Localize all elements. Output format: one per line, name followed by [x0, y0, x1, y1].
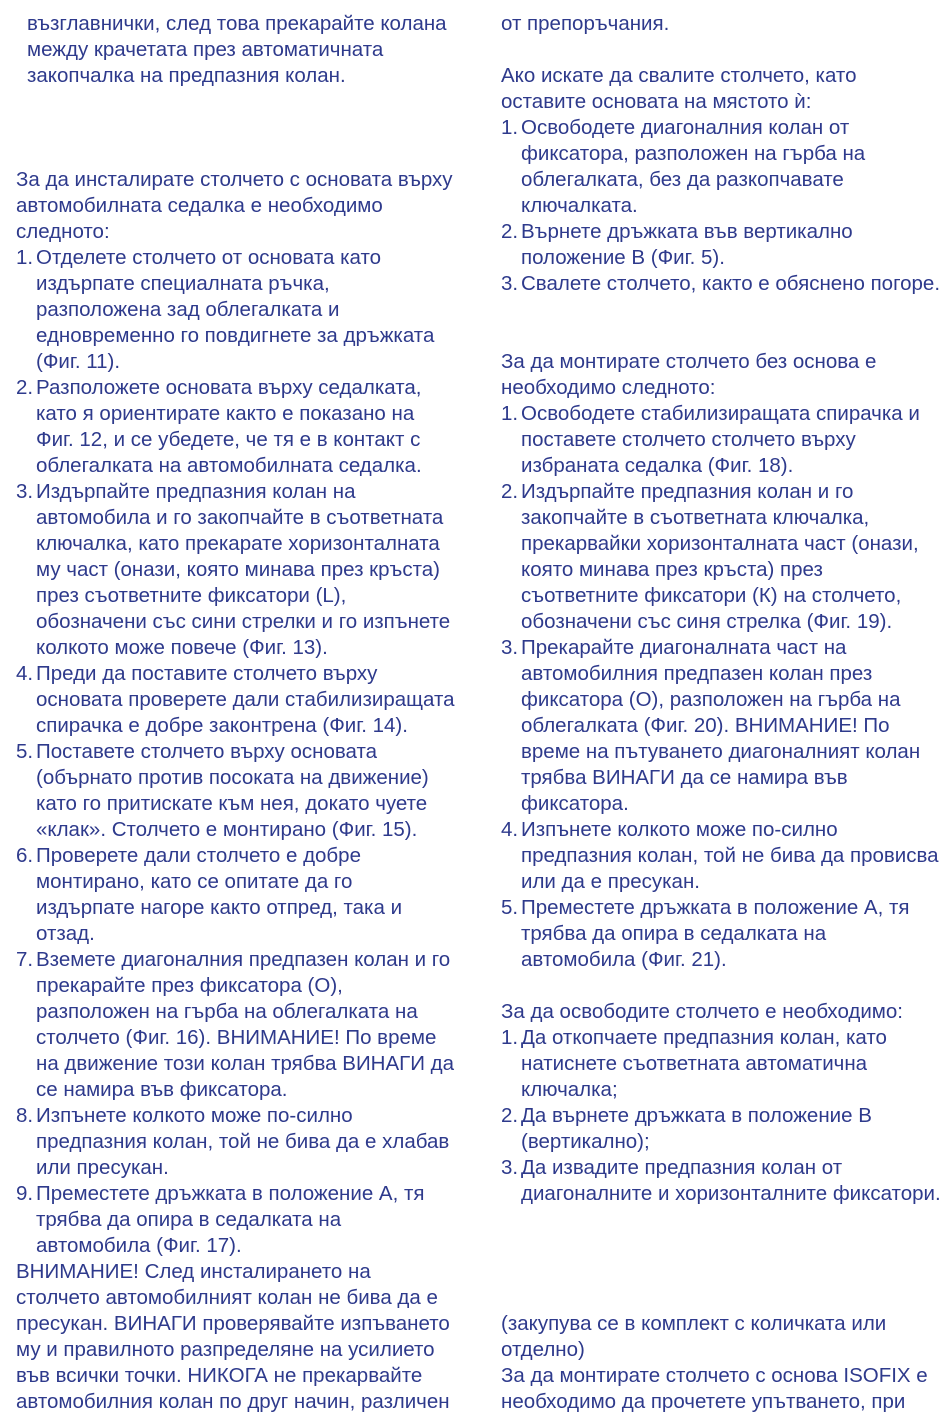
step-text: Преместете дръжката в положение А, тя трябва да опира в седалката на автомобила (Фиг. 17).	[36, 1182, 425, 1257]
list-item	[501, 271, 941, 297]
list-item	[501, 1025, 941, 1103]
list-item	[16, 1181, 456, 1259]
step-text: Преди да поставите столчето върху основата проверете дали стабилизиращата спирачка е добре законтрена (Фиг. 14).	[36, 662, 455, 737]
list-item	[501, 895, 941, 973]
step-number: 3.	[501, 636, 519, 659]
step-text: Вземете диагоналния предпазен колан и го прекарайте през фиксатора (О), разположен на гърба на облегалката на столчето (Фиг. 16). ВНИМАНИЕ! По време на движение този колан трябва ВИНАГИ да се намира във фиксатора.	[36, 948, 455, 1101]
list-item	[16, 245, 456, 375]
step-text: Да извадите предпазния колан от диагоналните и хоризонталните фиксатори.	[521, 1156, 941, 1205]
step-number: 8.	[16, 1104, 34, 1127]
warning-text: ВНИМАНИЕ! След инсталирането на столчето автомобилният колан не бива да е пресукан. ВИНАГИ проверявайте изпъването му и правилното разпределяне на усилието във всички точки. НИКОГА не прекарвайте автомобилния колан по друг начин, различен	[16, 1260, 450, 1413]
list-item	[16, 843, 456, 947]
step-text: Поставете столчето върху основата (обърнато против посоката на движение) като го притискате към нея, докато чуете «клак». Столчето е монтирано (Фиг. 15).	[36, 740, 429, 841]
step-number: 5.	[501, 896, 519, 919]
install-with-base-heading: За да инсталирате столчето с основата върху автомобилната седалка е необходимо следното:	[16, 168, 453, 243]
list-item	[16, 947, 456, 1103]
isofix-text: За да монтирате столчето с основа ISOFIX е необходимо да прочетете упътването, при	[501, 1364, 928, 1413]
step-number: 1.	[16, 246, 34, 269]
step-text: Разположете основата върху седалката, като я ориентирате както е показано на Фиг. 12, и се убедете, че тя е в контакт с облегалката на автомобилната седалка.	[36, 376, 422, 477]
left-column	[16, 11, 456, 1415]
list-item	[16, 375, 456, 479]
list-item	[16, 739, 456, 843]
release-seat-heading: За да освободите столчето е необходимо:	[501, 1000, 903, 1023]
step-text: Изпънете колкото може по-силно предпазния колан, той не бива да е хлабав или пресукан.	[36, 1104, 450, 1179]
intro-continuation: възглавнички, след това прекарайте колана между крачетата през автоматичната закопчалка на предпазния колан.	[27, 12, 447, 87]
continuation-text: от препоръчания.	[501, 12, 670, 35]
step-text: Освободете стабилизиращата спирачка и поставете столчето столчето върху избраната седалка (Фиг. 18).	[521, 402, 920, 477]
step-number: 3.	[501, 272, 519, 295]
step-number: 3.	[16, 480, 34, 503]
step-number: 2.	[501, 1104, 519, 1127]
right-column	[501, 11, 941, 1415]
step-number: 3.	[501, 1156, 519, 1179]
list-item	[501, 479, 941, 635]
step-text: Да откопчаете предпазния колан, като натиснете съответната автоматична ключалка;	[521, 1026, 887, 1101]
remove-seat-heading: Ако искате да свалите столчето, като оставите основата на мястото ѝ:	[501, 64, 857, 113]
step-text: Върнете дръжката във вертикално положение В (Фиг. 5).	[521, 220, 853, 269]
list-item	[501, 219, 941, 271]
step-number: 1.	[501, 116, 519, 139]
step-text: Прекарайте диагоналната част на автомобилния предпазен колан през фиксатора (О), разположен на гърба на облегалката (Фиг. 20). ВНИМАНИЕ! По време на пътуването диагоналният колан трябва ВИНАГИ да се намира във фиксатора.	[521, 636, 921, 815]
step-number: 2.	[501, 480, 519, 503]
install-without-base-steps	[501, 401, 941, 973]
list-item	[501, 817, 941, 895]
step-number: 1.	[501, 402, 519, 425]
step-number: 2.	[16, 376, 34, 399]
step-text: Проверете дали столчето е добре монтирано, като се опитате да го издърпате нагоре както отпред, така и отзад.	[36, 844, 403, 945]
release-seat-steps	[501, 1025, 941, 1207]
step-number: 1.	[501, 1026, 519, 1049]
step-text: Свалете столчето, както е обяснено погоре.	[521, 272, 941, 295]
step-text: Преместете дръжката в положение А, тя трябва да опира в седалката на автомобила (Фиг. 21).	[521, 896, 910, 971]
step-number: 9.	[16, 1182, 34, 1205]
step-number: 7.	[16, 948, 34, 971]
step-text: Изпънете колкото може по-силно предпазния колан, той не бива да провисва или да е пресукан.	[521, 818, 939, 893]
step-number: 5.	[16, 740, 34, 763]
list-item	[501, 115, 941, 219]
step-number: 6.	[16, 844, 34, 867]
step-text: Издърпайте предпазния колан и го закопчайте в съответната ключалка, прекарвайки хоризонталната част (онази, която минава през кръста) през съответните фиксатори (К) на столчето, обозначени със синя стрелка (Фиг. 19).	[521, 480, 919, 633]
list-item	[16, 479, 456, 661]
step-number: 2.	[501, 220, 519, 243]
step-text: Отделете столчето от основата като издърпате специалната ръчка, разположена зад облегалката и едновременно го повдигнете за дръжката (Фиг. 11).	[36, 246, 435, 373]
list-item	[501, 1155, 941, 1207]
list-item	[501, 401, 941, 479]
install-with-base-steps	[16, 245, 456, 1259]
step-text: Издърпайте предпазния колан на автомобила и го закопчайте в съответната ключалка, като прекарате хоризонталната му част (онази, която минава през кръста) през съответните фиксатори (L), обозначени със сини стрелки и го изпънете колкото може повече (Фиг. 13).	[36, 480, 451, 659]
isofix-note: (закупува се в комплект с количката или отделно)	[501, 1312, 887, 1361]
install-without-base-heading: За да монтирате столчето без основа е необходимо следното:	[501, 350, 877, 399]
remove-seat-steps	[501, 115, 941, 297]
list-item	[501, 635, 941, 817]
step-text: Освободете диагоналния колан от фиксатора, разположен на гърба на облегалката, без да разкопчавате ключалката.	[521, 116, 866, 217]
list-item	[501, 1103, 941, 1155]
step-text: Да върнете дръжката в положение В (вертикално);	[521, 1104, 872, 1153]
list-item	[16, 1103, 456, 1181]
list-item	[16, 661, 456, 739]
step-number: 4.	[501, 818, 519, 841]
step-number: 4.	[16, 662, 34, 685]
